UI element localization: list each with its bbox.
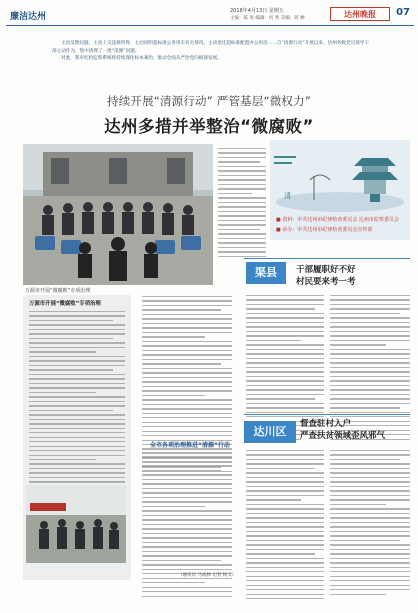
promo-box [270,140,410,240]
secondary-photo [26,485,126,563]
pavilion-illustration [270,140,410,240]
sidebar-title: 万源市开展“微腐败”专项治理 [29,301,101,307]
page-header [6,4,414,26]
headline-kicker: 持续开展“清源行动” 严管基层“微权力” [107,94,311,108]
section-2-headline-line1: 督查驻村入户 [300,419,352,429]
promo-line-organizer: ■ 承办：中共达州市纪律检查委员会宣传部 [276,227,373,233]
svg-text:清: 清 [284,192,291,200]
promo-line-sponsor: ■ 资料：中共达州市纪律检查委员会 达州市监察委员会 [276,217,399,223]
section-divider-2 [244,414,410,415]
section-tag-quxian: 渠县 [246,262,286,284]
section-2-headline-line2: 严查扶贫领域歪风邪气 [300,431,386,441]
photo-caption: 万源市开展“微腐败”专项治理 [25,288,91,294]
sidebar-body-text [29,311,125,513]
section-tag-dachuan: 达川区 [244,421,296,443]
section-2-headline [300,418,385,442]
section-2-body-right [330,450,410,598]
article-subhead: 全市各项治理推进“清源”行动 [150,442,230,449]
meeting-photo-illustration [23,144,213,285]
lead-paragraph [52,40,372,98]
page-number: 07 [396,7,410,18]
lead-text-2: 对此，我市纪检监察系统将持续深化标本兼治，推动全面从严治党向纵深发展。 [61,56,222,62]
main-photo [23,144,213,285]
section-1-headline [296,264,356,288]
byline: （通讯员 马成林 记者 杨义） [178,573,237,578]
section-2-body-left [246,450,324,602]
newspaper-logo: 达州晚报 [330,7,390,21]
section-1-headline-line1: 干部履职好不好 [296,265,356,275]
section-title: 廉洁达州 [10,12,47,22]
photo-caption-wrap [23,286,213,294]
editor-credits: 主编：陈 瑶 编辑：何 秀 美编：蒋 翀 [230,16,305,21]
main-headline: 达州多措并举整治“微腐败” [104,117,314,136]
lead-text-1: 主动反馈问题，主动上交违规所得，主动说明超标准公务用车有关情况，主动退还超标准配置办公用房……自“清源行动”开展以来，达州各级党员领导干部主动作为，集中清理了一批“清源”问题。 [52,41,369,54]
article-column-3 [218,148,266,260]
issue-date: 2018年4月13日 星期五 [230,8,284,14]
outdoor-photo-illustration [26,485,126,563]
section-divider-1 [244,258,410,259]
section-1-headline-line2: 村民要来考一考 [296,277,356,287]
